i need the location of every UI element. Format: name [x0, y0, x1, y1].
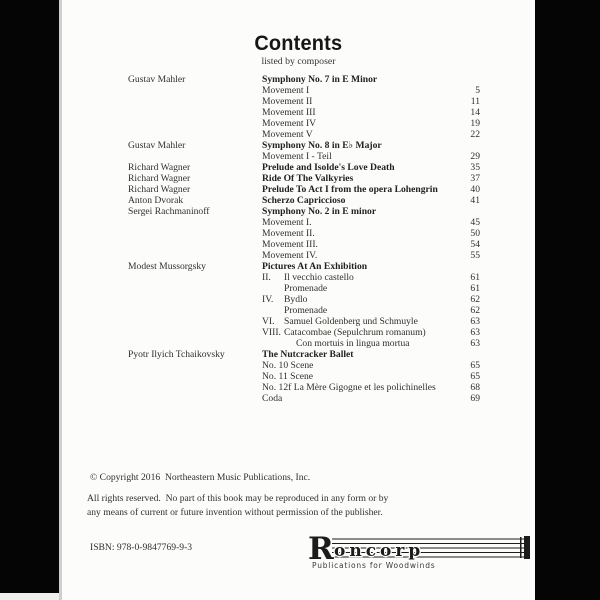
movement-numeral: IV. [262, 294, 274, 305]
toc-row [128, 85, 480, 96]
entry-main [262, 118, 444, 129]
entry-main [262, 272, 444, 283]
entry-main [262, 382, 444, 393]
entry-main [262, 371, 444, 382]
movement-title: Movement III. [262, 239, 318, 250]
composer-name: Modest Mussorgsky [128, 261, 206, 272]
toc-row [128, 371, 480, 382]
page-number: 5 [475, 85, 480, 96]
toc-row [128, 74, 480, 85]
movement-title: Samuel Goldenberg und Schmuyle [284, 316, 418, 327]
toc-row [128, 338, 480, 349]
entry-main [262, 96, 444, 107]
entry-main [262, 162, 444, 173]
toc-row [128, 239, 480, 250]
scan-corner-artifact [0, 593, 59, 600]
page-number: 40 [470, 184, 480, 195]
composer-name: Gustav Mahler [128, 140, 186, 151]
page-title: Contents [254, 32, 343, 55]
page-number: 11 [470, 96, 480, 107]
toc-row [128, 360, 480, 371]
toc-row [128, 316, 480, 327]
entry-main [262, 107, 444, 118]
work-title: The Nutcracker Ballet [262, 349, 354, 360]
page-number: 54 [470, 239, 480, 250]
entry-main [262, 305, 444, 316]
title-block [62, 33, 535, 67]
page-number: 61 [470, 283, 480, 294]
page-number: 19 [470, 118, 480, 129]
work-title: Symphony No. 2 in E minor [262, 206, 377, 217]
entry-main [262, 151, 444, 162]
toc-row [128, 107, 480, 118]
entry-main [262, 338, 444, 349]
page-number: 55 [470, 250, 480, 261]
entry-main [262, 250, 444, 261]
page-number: 22 [470, 129, 480, 140]
page-number: 35 [470, 162, 480, 173]
work-title: Symphony No. 7 in E Minor [262, 74, 378, 85]
composer-name: Richard Wagner [128, 184, 191, 195]
movement-title: Movement IV. [262, 250, 318, 261]
page-number: 45 [470, 217, 480, 228]
toc-row [128, 140, 480, 151]
toc-row [128, 261, 480, 272]
page-number: 63 [470, 327, 480, 338]
entry-main [262, 349, 444, 360]
toc-row [128, 151, 480, 162]
rights-line-1: All rights reserved. No part of this book may be reproduced in any form or by [87, 493, 389, 504]
toc-row [128, 206, 480, 217]
composer-name: Anton Dvorak [128, 195, 184, 206]
composer-name: Pyotr Ilyich Tchaikovsky [128, 349, 225, 360]
entry-main [262, 327, 444, 338]
rights-notice [87, 492, 388, 519]
toc-row [128, 272, 480, 283]
entry-main [262, 217, 444, 228]
movement-title: Il vecchio castello [284, 272, 354, 283]
composer-name: Sergei Rachmaninoff [128, 206, 210, 217]
movement-title: Promenade [284, 305, 328, 316]
entry-main [262, 184, 444, 195]
movement-title: Movement III [262, 107, 316, 118]
work-title: Scherzo Capriccioso [262, 195, 346, 206]
movement-numeral: VIII. [262, 327, 281, 338]
composer-name: Gustav Mahler [128, 74, 186, 85]
toc-row [128, 173, 480, 184]
entry-main [262, 360, 444, 371]
toc-row [128, 217, 480, 228]
toc-row [128, 96, 480, 107]
entry-main [262, 261, 444, 272]
toc-row [128, 118, 480, 129]
movement-title: Coda [262, 393, 283, 404]
movement-title: Movement I. [262, 217, 312, 228]
entry-main [262, 283, 444, 294]
isbn-line: ISBN: 978-0-9847769-9-3 [90, 542, 193, 553]
entry-main [262, 85, 444, 96]
movement-title: Promenade [284, 283, 328, 294]
movement-title: Movement I - Teil [262, 151, 332, 162]
entry-main [262, 206, 444, 217]
page-number: 65 [470, 371, 480, 382]
toc-row [128, 250, 480, 261]
page-number: 29 [470, 151, 480, 162]
entry-main [262, 140, 444, 151]
movement-title: Con mortuis in lingua mortua [296, 338, 410, 349]
page-number: 41 [470, 195, 480, 206]
toc-row [128, 129, 480, 140]
page-number: 63 [470, 316, 480, 327]
entry-main [262, 228, 444, 239]
work-title: Prelude To Act I from the opera Lohengrin [262, 184, 438, 195]
toc-row [128, 184, 480, 195]
toc-row [128, 228, 480, 239]
entry-main [262, 393, 444, 404]
movement-title: Movement IV [262, 118, 317, 129]
toc-row [128, 283, 480, 294]
entry-main [262, 129, 444, 140]
entry-main [262, 74, 444, 85]
page-number: 63 [470, 338, 480, 349]
page-number: 65 [470, 360, 480, 371]
movement-title: Movement II [262, 96, 313, 107]
toc-row [128, 327, 480, 338]
toc-row [128, 382, 480, 393]
movement-title: Catacombae (Sepulchrum romanum) [284, 327, 426, 338]
rights-line-2: any means of current or future invention without permission of the publisher. [87, 506, 383, 518]
work-title: Ride Of The Valkyries [262, 173, 354, 184]
toc-row [128, 195, 480, 206]
toc-row [128, 162, 480, 173]
logo-initial: R [308, 532, 334, 562]
page-number: 50 [470, 228, 480, 239]
page-subtitle: listed by composer [261, 56, 336, 67]
entry-main [262, 239, 444, 250]
page-number: 69 [470, 393, 480, 404]
book-page [59, 0, 535, 600]
toc-row [128, 393, 480, 404]
movement-title: Movement II. [262, 228, 315, 239]
movement-title: Movement I [262, 85, 310, 96]
logo-wordmark: oncorp [334, 541, 425, 561]
page-number: 62 [470, 294, 480, 305]
toc-list [128, 74, 480, 404]
movement-title: No. 11 Scene [262, 371, 314, 382]
entry-main [262, 173, 444, 184]
entry-main [262, 195, 444, 206]
copyright-line: © Copyright 2016 Northeastern Music Publications, Inc. [90, 472, 311, 483]
final-barline-icon [520, 536, 530, 559]
composer-name: Richard Wagner [128, 162, 191, 173]
toc-row [128, 349, 480, 360]
movement-title: Movement V [262, 129, 313, 140]
movement-title: Bydlo [284, 294, 308, 305]
page-number: 68 [470, 382, 480, 393]
page-number: 61 [470, 272, 480, 283]
composer-name: Richard Wagner [128, 173, 191, 184]
work-title: Pictures At An Exhibition [262, 261, 368, 272]
work-title: Symphony No. 8 in E♭ Major [262, 140, 382, 151]
entry-main [262, 294, 444, 305]
entry-main [262, 316, 444, 327]
toc-row [128, 305, 480, 316]
work-title: Prelude and Isolde's Love Death [262, 162, 395, 173]
movement-numeral: II. [262, 272, 271, 283]
roncorp-logo [308, 532, 536, 562]
movement-title: No. 10 Scene [262, 360, 314, 371]
movement-numeral: VI. [262, 316, 275, 327]
page-number: 62 [470, 305, 480, 316]
toc-row [128, 294, 480, 305]
page-number: 37 [470, 173, 480, 184]
page-number: 14 [470, 107, 480, 118]
movement-title: No. 12f La Mère Gigogne et les polichinelles [262, 382, 436, 393]
logo-tagline: Publications for Woodwinds [312, 561, 436, 570]
